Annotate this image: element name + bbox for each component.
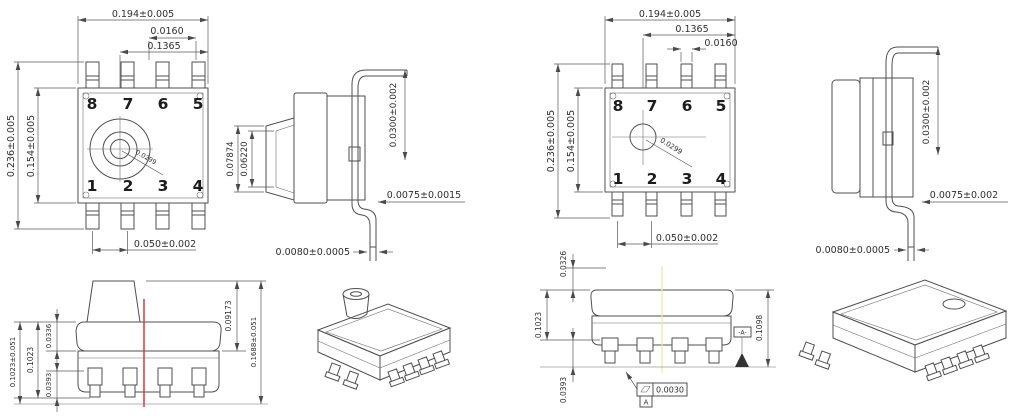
pin-4 xyxy=(715,192,726,216)
pin-number: 4 xyxy=(192,177,204,195)
datum-triangle xyxy=(735,353,749,367)
dim-pin-pitch: 0.050±0.002 xyxy=(133,239,197,250)
pin-5 xyxy=(715,64,726,88)
pin-6 xyxy=(681,64,692,88)
dim-port-hole: 0.0299 xyxy=(658,136,684,157)
pin-5 xyxy=(192,62,205,88)
pin-number: 1 xyxy=(86,177,98,195)
front-pin xyxy=(192,368,206,397)
pin-number: 6 xyxy=(157,95,169,113)
pin-number: 1 xyxy=(612,170,624,188)
port-tube xyxy=(87,281,140,322)
dim-body-height: 0.1023 xyxy=(534,311,543,339)
body xyxy=(327,96,365,200)
dim-overall-width: 0.194±0.005 xyxy=(638,9,702,20)
right-top-view xyxy=(546,9,738,248)
left-side-view xyxy=(226,70,465,261)
pin-number: 2 xyxy=(122,177,134,195)
dim-lead-width: 0.0080±0.0005 xyxy=(275,247,350,258)
dim-body-length: 0.154±0.005 xyxy=(566,109,577,173)
dim-lead-thickness: 0.0075±0.002 xyxy=(929,190,999,201)
pin-8 xyxy=(612,64,623,88)
dim-pin-width: 0.0160 xyxy=(150,26,184,37)
right-bottom-view xyxy=(534,251,776,407)
bottom-pin xyxy=(672,338,688,363)
3d-leads-left xyxy=(799,341,833,369)
pin-number: 5 xyxy=(192,95,204,113)
dim-overall-height: 0.1688±0.051 xyxy=(250,316,258,368)
flatness-control-frame xyxy=(637,383,687,407)
dim-overall-length: 0.236±0.005 xyxy=(546,109,557,173)
pin-number: 7 xyxy=(646,97,658,115)
dim-cap-height: 0.0336 xyxy=(45,323,53,349)
cap xyxy=(832,80,860,193)
pin-7 xyxy=(121,62,134,88)
pin-4 xyxy=(192,203,205,229)
right-3d-view xyxy=(799,280,1006,381)
pin-number: 4 xyxy=(715,170,727,188)
port-nozzle xyxy=(266,118,294,200)
bottom-pin xyxy=(637,338,653,363)
dim-port-outer: 0.07874 xyxy=(226,141,236,177)
pin-3 xyxy=(156,203,169,229)
right-side-view xyxy=(816,47,1008,261)
pin-8 xyxy=(86,62,99,88)
datum-ref: A xyxy=(643,398,649,407)
pin-2 xyxy=(646,192,657,216)
left-front-view xyxy=(9,281,268,412)
dim-center-to-edge: 0.1365 xyxy=(147,41,181,52)
pin-1 xyxy=(86,203,99,229)
dim-lead-width: 0.0080±0.0005 xyxy=(815,245,890,256)
cap xyxy=(294,93,327,203)
dim-body-height-tol: 0.1023±0.051 xyxy=(9,336,17,388)
dim-pin-pitch: 0.050±0.002 xyxy=(655,233,719,244)
pin-number: 6 xyxy=(681,97,693,115)
dim-base-height: 0.0393 xyxy=(559,376,568,404)
dim-lead-thickness: 0.0075±0.0015 xyxy=(386,190,462,201)
dim-overall-length: 0.236±0.005 xyxy=(6,114,17,178)
left-top-view xyxy=(6,9,208,254)
pin-number: 8 xyxy=(86,95,98,113)
mid-section xyxy=(860,78,873,197)
dim-overall-height: 0.1098 xyxy=(755,314,764,342)
pin-number: 3 xyxy=(681,170,693,188)
bottom-pin xyxy=(706,338,722,363)
pin-1 xyxy=(612,192,623,216)
dim-lead-height: 0.0300±0.002 xyxy=(922,79,932,145)
front-pin xyxy=(158,368,172,397)
package-body xyxy=(78,88,208,203)
left-3d-view xyxy=(318,289,450,390)
flatness-value: 0.0030 xyxy=(656,385,684,395)
dim-base-height: 0.0393 xyxy=(45,372,53,398)
pin-number: 5 xyxy=(715,97,727,115)
pin-6 xyxy=(156,62,169,88)
flatness-icon xyxy=(641,387,650,393)
dim-lead-height: 0.0300±0.002 xyxy=(389,82,399,148)
dim-port-hole: 0.0299 xyxy=(134,148,158,167)
front-pin xyxy=(88,368,102,397)
pin-number: 3 xyxy=(157,177,169,195)
bottom-pin xyxy=(602,338,618,363)
dim-body-height: 0.1023 xyxy=(26,346,35,374)
dim-body-length: 0.154±0.005 xyxy=(26,114,37,178)
pin-number: 7 xyxy=(122,95,134,113)
datum-label: -A- xyxy=(738,329,747,337)
dim-cap-height: 0.0326 xyxy=(559,250,568,278)
pin-7 xyxy=(646,64,657,88)
pin-number: 2 xyxy=(646,170,658,188)
lid xyxy=(76,322,221,351)
pin-2 xyxy=(121,203,134,229)
front-pin xyxy=(123,368,137,397)
pin-number: 8 xyxy=(612,97,624,115)
dim-port-height: 0.09173 xyxy=(224,300,233,332)
dim-center-to-edge: 0.1365 xyxy=(675,24,709,35)
dim-overall-width: 0.194±0.005 xyxy=(111,9,175,20)
dim-port-inner: 0.06220 xyxy=(240,141,250,177)
dim-pin-width: 0.0160 xyxy=(704,38,738,49)
pin-3 xyxy=(681,192,692,216)
